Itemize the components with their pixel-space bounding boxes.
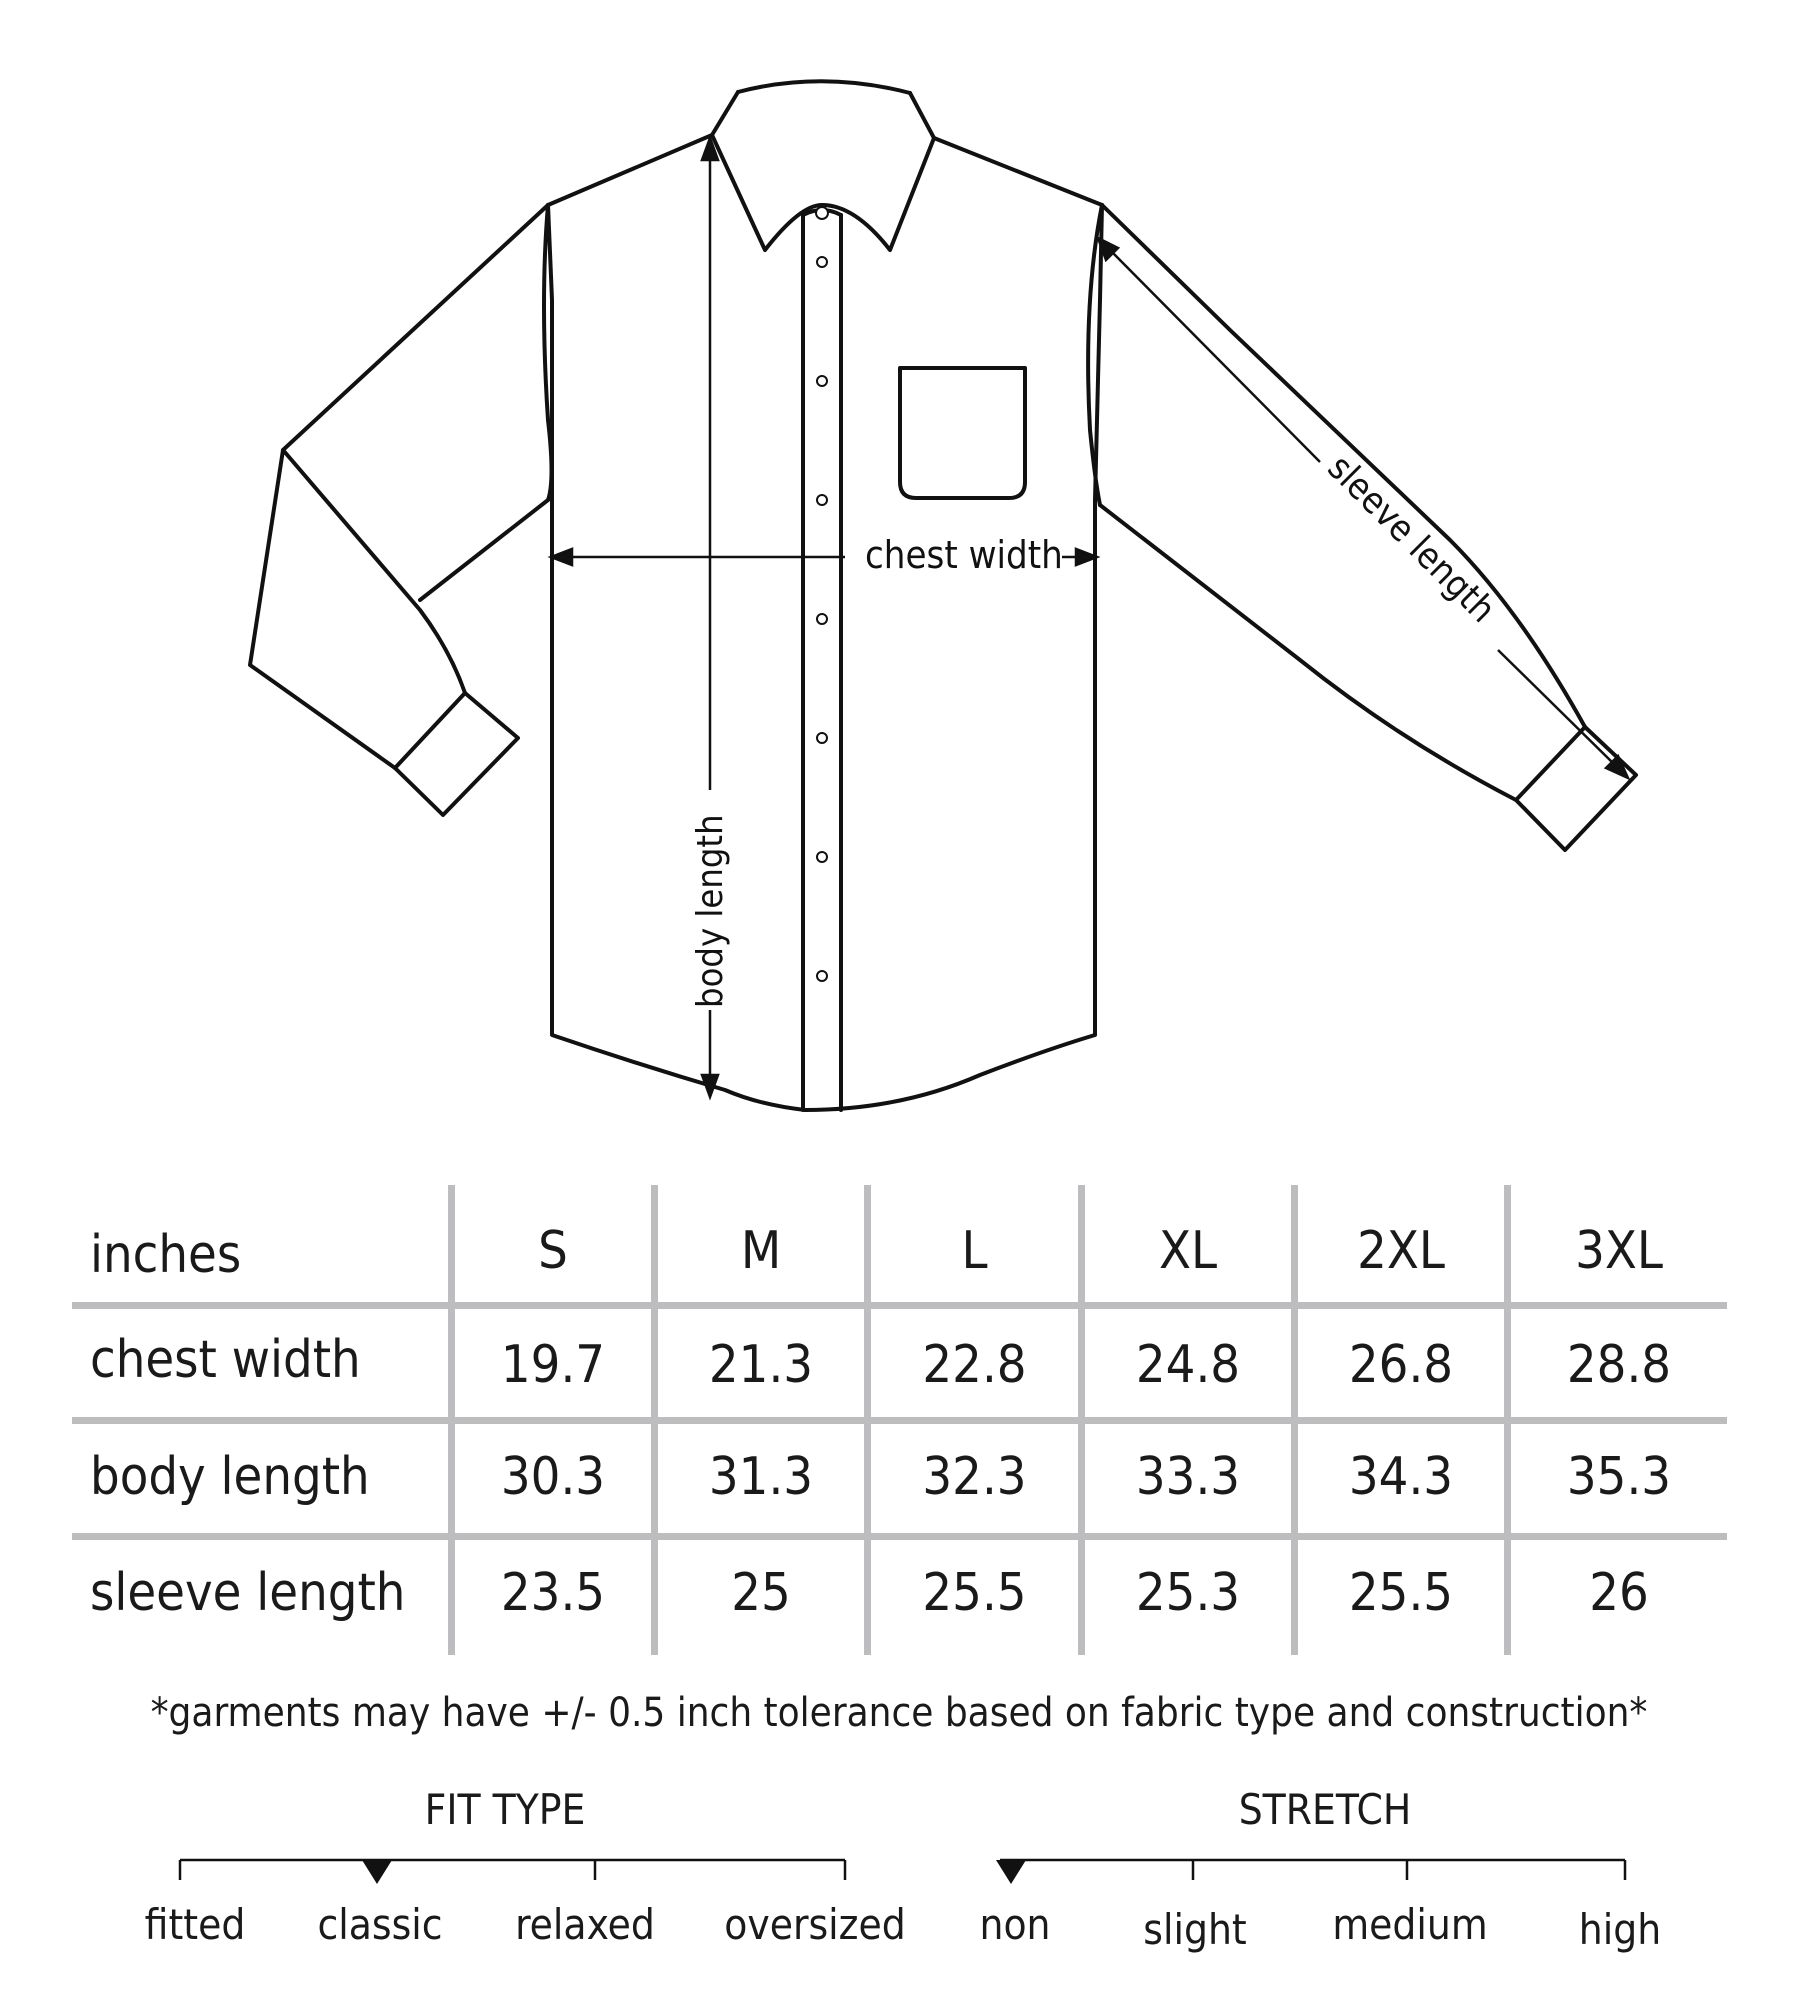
table-cell: 25 [731, 1563, 791, 1623]
row-label: body length [90, 1447, 370, 1507]
table-cell: 19.7 [500, 1335, 606, 1395]
shirt-outline [250, 81, 1636, 1110]
stretch-option: medium [1332, 1900, 1488, 1949]
table-divider [72, 1302, 1727, 1309]
table-cell: 32.3 [922, 1447, 1027, 1507]
stretch-option: slight [1143, 1905, 1247, 1954]
stretch-scale [0, 1850, 1798, 1890]
table-cell: 21.3 [708, 1335, 814, 1395]
table-cell: 24.8 [1135, 1335, 1241, 1395]
table-cell: 30.3 [500, 1447, 606, 1507]
stretch-title: STRETCH [1238, 1785, 1412, 1834]
table-cell: 22.8 [922, 1335, 1027, 1395]
tolerance-note: *garments may have +/- 0.5 inch tolerance based on fabric type and construction* [150, 1690, 1648, 1736]
shirt-buttons [816, 207, 828, 981]
row-label: chest width [90, 1330, 361, 1390]
body-length-label: body length [690, 814, 731, 1008]
size-header: 3XL [1575, 1221, 1663, 1281]
table-cell: 25.5 [922, 1563, 1027, 1623]
fit-option: oversized [724, 1900, 906, 1949]
fit-option: relaxed [515, 1900, 655, 1949]
size-header: M [740, 1221, 782, 1281]
size-table [72, 1185, 1727, 1655]
table-cell: 34.3 [1348, 1447, 1454, 1507]
row-label: sleeve length [90, 1563, 406, 1623]
table-cell: 23.5 [500, 1563, 606, 1623]
table-cell: 28.8 [1566, 1335, 1672, 1395]
table-cell: 26 [1589, 1563, 1649, 1623]
size-header: S [538, 1221, 568, 1281]
size-header: L [961, 1221, 988, 1281]
fit-option: fitted [144, 1900, 246, 1949]
table-cell: 33.3 [1135, 1447, 1241, 1507]
table-divider [72, 1533, 1727, 1540]
table-cell: 25.5 [1348, 1563, 1454, 1623]
fit-type-title: FIT TYPE [424, 1785, 586, 1834]
size-header: XL [1158, 1221, 1218, 1281]
fit-option: classic [317, 1900, 443, 1949]
unit-label: inches [90, 1225, 242, 1285]
table-cell: 31.3 [708, 1447, 814, 1507]
stretch-option: high [1578, 1905, 1662, 1954]
chest-width-label: chest width [865, 533, 1063, 577]
table-cell: 25.3 [1135, 1563, 1241, 1623]
table-divider [72, 1417, 1727, 1424]
size-header: 2XL [1357, 1221, 1445, 1281]
stretch-marker [996, 1860, 1026, 1884]
sleeve-length-label: sleeve length [1319, 447, 1504, 631]
table-cell: 35.3 [1566, 1447, 1672, 1507]
stretch-option: non [979, 1900, 1051, 1949]
table-cell: 26.8 [1348, 1335, 1454, 1395]
